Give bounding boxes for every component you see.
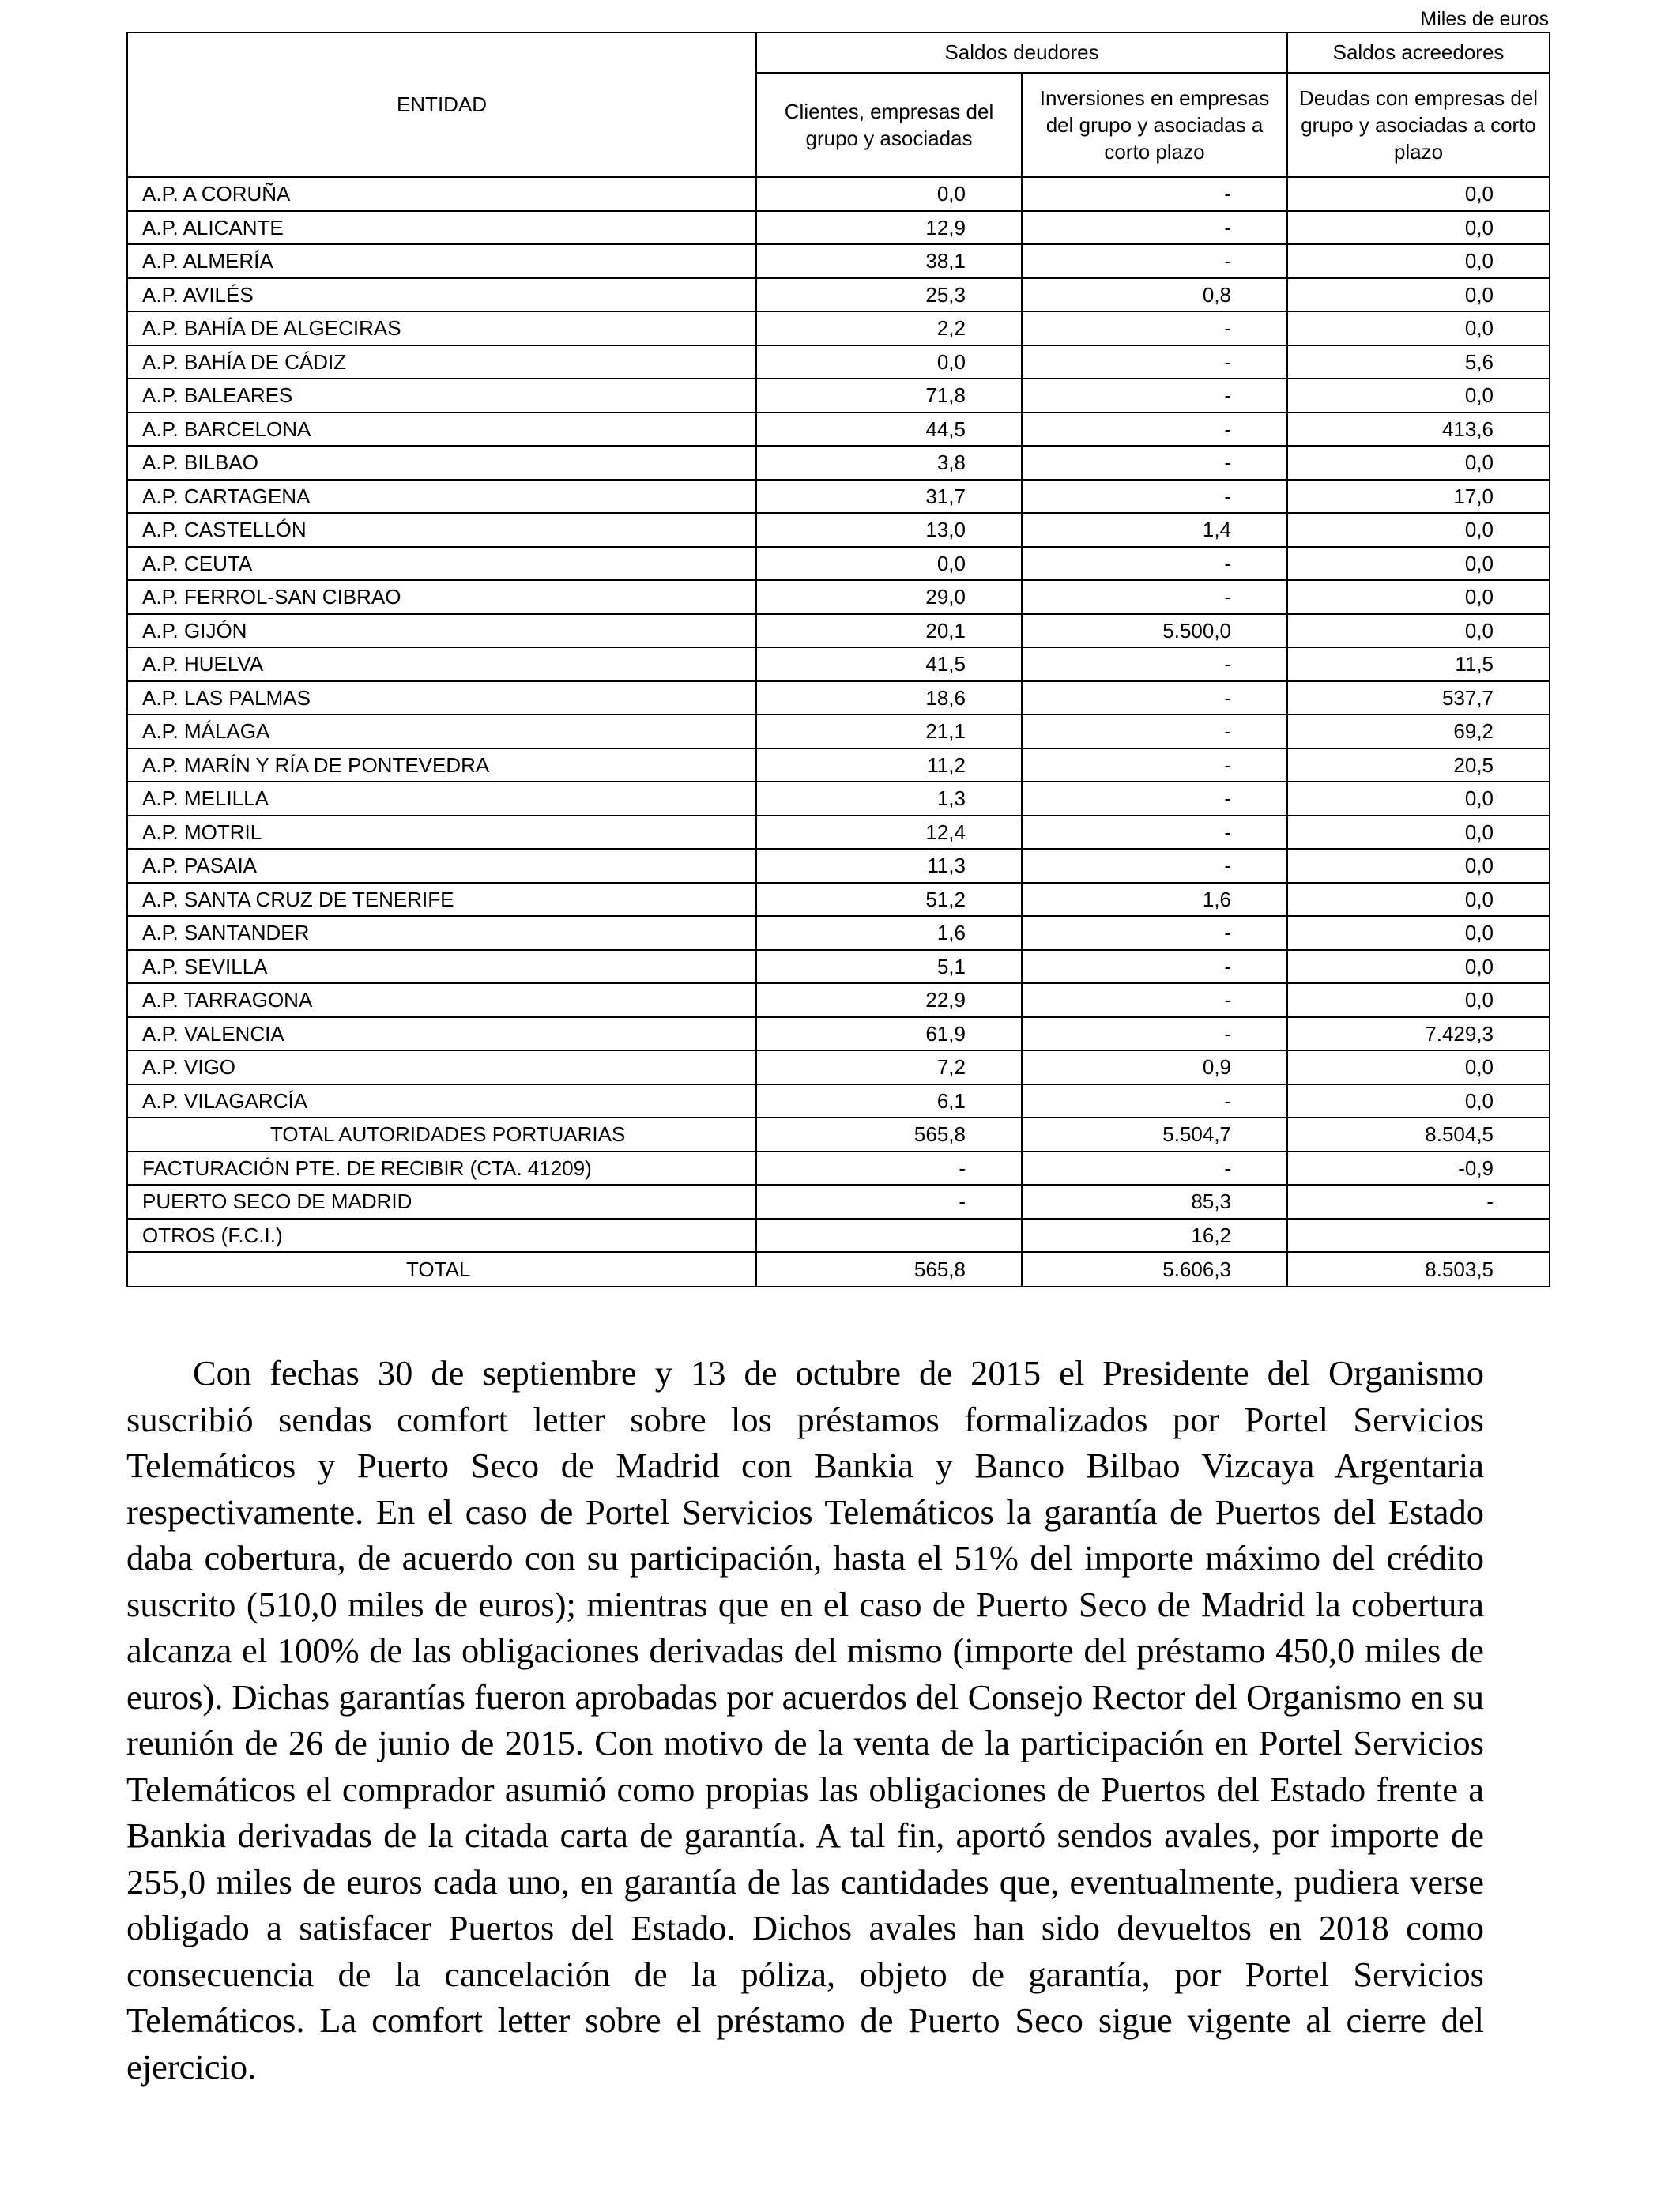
row-clientes-cell: 2,2 (756, 311, 1022, 345)
row-entity-cell: A.P. MELILLA (127, 782, 756, 816)
row-deudas-cell: 0,0 (1287, 883, 1550, 917)
row-deudas-cell: 0,0 (1287, 311, 1550, 345)
row-clientes-cell: 11,3 (756, 849, 1022, 883)
table-row (127, 1017, 1550, 1051)
row-deudas-cell: 69,2 (1287, 714, 1550, 748)
row-inversiones-cell: - (1022, 480, 1287, 514)
row-inversiones-cell: - (1022, 681, 1287, 715)
row-inversiones-cell: 85,3 (1022, 1185, 1287, 1219)
row-entity-cell: A.P. BAHÍA DE ALGECIRAS (127, 311, 756, 345)
row-clientes-cell: 13,0 (756, 513, 1022, 547)
row-deudas-cell: - (1287, 1185, 1550, 1219)
row-inversiones-cell: - (1022, 748, 1287, 782)
row-inversiones-cell: - (1022, 647, 1287, 681)
row-deudas-cell: 413,6 (1287, 413, 1550, 447)
row-entity-cell: A.P. ALICANTE (127, 211, 756, 245)
row-clientes-cell: 22,9 (756, 983, 1022, 1017)
row-clientes-cell: 41,5 (756, 647, 1022, 681)
header-entidad: ENTIDAD (127, 32, 756, 177)
row-entity-cell: A.P. MOTRIL (127, 816, 756, 850)
row-clientes-cell: 3,8 (756, 446, 1022, 480)
balances-table (126, 32, 1550, 1287)
table-row (127, 1152, 1550, 1186)
row-inversiones-cell: 16,2 (1022, 1219, 1287, 1253)
table-row (127, 244, 1550, 278)
row-clientes-cell: 5,1 (756, 950, 1022, 984)
table-row (127, 1118, 1550, 1152)
row-entity-cell: A.P. VILAGARCÍA (127, 1084, 756, 1118)
row-inversiones-cell: - (1022, 714, 1287, 748)
row-entity-cell: A.P. CEUTA (127, 547, 756, 581)
row-inversiones-cell: - (1022, 177, 1287, 211)
row-clientes-cell: 0,0 (756, 345, 1022, 379)
row-deudas-cell: 8.504,5 (1287, 1118, 1550, 1152)
table-row (127, 883, 1550, 917)
row-clientes-cell: 29,0 (756, 580, 1022, 614)
table-row (127, 1185, 1550, 1219)
row-deudas-cell: 0,0 (1287, 580, 1550, 614)
table-row (127, 177, 1550, 211)
table-row (127, 748, 1550, 782)
row-entity-cell: A.P. SEVILLA (127, 950, 756, 984)
row-entity-cell: A.P. LAS PALMAS (127, 681, 756, 715)
row-clientes-cell: 71,8 (756, 379, 1022, 413)
row-entity-cell: A.P. GIJÓN (127, 614, 756, 648)
row-inversiones-cell: 5.500,0 (1022, 614, 1287, 648)
paragraph-text: Con fechas 30 de septiembre y 13 de octubre de 2015 el Presidente del Organismo suscribió sendas comfort letter sobre los préstamos formalizados por Portel Servicios Telemáticos y Puerto Seco de Madrid con Bankia y Banco Bilbao Vizcaya Argentaria respectivamente. En el caso de Portel Servicios Telemáticos la garantía de Puertos del Estado daba cobertura, de acuerdo con su participación, hasta el 51% del importe máximo del crédito suscrito (510,0 miles de euros); mientras que en el caso de Puerto Seco de Madrid la cobertura alcanza el 100% de las obligaciones derivadas del mismo (importe del préstamo 450,0 miles de euros). Dichas garantías fueron aprobadas por acuerdos del Consejo Rector del Organismo en su reunión de 26 de junio de 2015. Con motivo de la venta de la participación en Portel Servicios Telemáticos el comprador asumió como propias las obligaciones de Puertos del Estado frente a Bankia derivadas de la citada carta de garantía. A tal fin, aportó sendos avales, por importe de 255,0 miles de euros cada uno, en garantía de las cantidades que, eventualmente, pudiera verse obligado a satisfacer Puertos del Estado. Dichos avales han sido devueltos en 2018 como consecuencia de la cancelación de la póliza, objeto de garantía, por Portel Servicios Telemáticos. La comfort letter sobre el préstamo de Puerto Seco sigue vigente al cierre del ejercicio. (126, 1353, 1484, 2087)
row-clientes-cell: 6,1 (756, 1084, 1022, 1118)
table-row (127, 647, 1550, 681)
table-row (127, 849, 1550, 883)
row-entity-cell: OTROS (F.C.I.) (127, 1219, 756, 1253)
row-entity-cell: TOTAL AUTORIDADES PORTUARIAS (127, 1118, 756, 1152)
row-deudas-cell: 0,0 (1287, 547, 1550, 581)
row-entity-cell: A.P. TARRAGONA (127, 983, 756, 1017)
row-inversiones-cell: - (1022, 849, 1287, 883)
row-entity-cell: A.P. CARTAGENA (127, 480, 756, 514)
row-entity-cell: A.P. BALEARES (127, 379, 756, 413)
row-entity-cell: A.P. BARCELONA (127, 413, 756, 447)
row-inversiones-cell: - (1022, 211, 1287, 245)
row-entity-cell: TOTAL (127, 1252, 756, 1287)
table-row (127, 345, 1550, 379)
row-deudas-cell: 0,0 (1287, 379, 1550, 413)
row-entity-cell: PUERTO SECO DE MADRID (127, 1185, 756, 1219)
table-row (127, 1084, 1550, 1118)
table-body (127, 177, 1550, 1287)
row-entity-cell: A.P. AVILÉS (127, 278, 756, 312)
header-inversiones: Inversiones en empresas del grupo y asociadas a corto plazo (1022, 73, 1287, 177)
row-clientes-cell: 21,1 (756, 714, 1022, 748)
row-deudas-cell: 0,0 (1287, 916, 1550, 950)
row-inversiones-cell: - (1022, 413, 1287, 447)
table-row (127, 916, 1550, 950)
row-deudas-cell: 537,7 (1287, 681, 1550, 715)
row-deudas-cell: 0,0 (1287, 1050, 1550, 1084)
row-inversiones-cell: - (1022, 547, 1287, 581)
row-entity-cell: A.P. CASTELLÓN (127, 513, 756, 547)
row-clientes-cell: 12,4 (756, 816, 1022, 850)
table-row (127, 983, 1550, 1017)
row-inversiones-cell: - (1022, 916, 1287, 950)
row-clientes-cell: 44,5 (756, 413, 1022, 447)
row-inversiones-cell: - (1022, 446, 1287, 480)
row-inversiones-cell: - (1022, 816, 1287, 850)
row-deudas-cell: 0,0 (1287, 211, 1550, 245)
table-row (127, 714, 1550, 748)
row-deudas-cell: 8.503,5 (1287, 1252, 1550, 1287)
row-inversiones-cell: 1,4 (1022, 513, 1287, 547)
row-entity-cell: A.P. VALENCIA (127, 1017, 756, 1051)
row-clientes-cell: 11,2 (756, 748, 1022, 782)
row-inversiones-cell: - (1022, 950, 1287, 984)
row-clientes-cell: 565,8 (756, 1252, 1022, 1287)
table-row (127, 614, 1550, 648)
row-clientes-cell: - (756, 1152, 1022, 1186)
header-saldos-acreedores: Saldos acreedores (1287, 32, 1550, 73)
row-deudas-cell: 0,0 (1287, 816, 1550, 850)
row-clientes-cell: 51,2 (756, 883, 1022, 917)
row-deudas-cell: 0,0 (1287, 278, 1550, 312)
row-inversiones-cell: - (1022, 379, 1287, 413)
row-entity-cell: A.P. ALMERÍA (127, 244, 756, 278)
row-clientes-cell: 0,0 (756, 177, 1022, 211)
row-entity-cell: A.P. SANTANDER (127, 916, 756, 950)
row-inversiones-cell: - (1022, 1084, 1287, 1118)
row-clientes-cell: 1,3 (756, 782, 1022, 816)
row-deudas-cell: 5,6 (1287, 345, 1550, 379)
row-clientes-cell: 20,1 (756, 614, 1022, 648)
row-deudas-cell: 0,0 (1287, 513, 1550, 547)
row-entity-cell: A.P. MÁLAGA (127, 714, 756, 748)
body-paragraph (126, 1350, 1484, 2090)
units-label: Miles de euros (1420, 8, 1549, 30)
header-deudas: Deudas con empresas del grupo y asociadas a corto plazo (1287, 73, 1550, 177)
table-header-row-groups (127, 32, 1550, 73)
row-inversiones-cell: 5.606,3 (1022, 1252, 1287, 1287)
row-clientes-cell: 565,8 (756, 1118, 1022, 1152)
row-clientes-cell: 1,6 (756, 916, 1022, 950)
row-entity-cell: A.P. BAHÍA DE CÁDIZ (127, 345, 756, 379)
row-deudas-cell: 0,0 (1287, 782, 1550, 816)
row-inversiones-cell: - (1022, 1152, 1287, 1186)
row-clientes-cell (756, 1219, 1022, 1253)
table-row (127, 311, 1550, 345)
row-deudas-cell: 0,0 (1287, 849, 1550, 883)
row-inversiones-cell: - (1022, 580, 1287, 614)
table-row (127, 547, 1550, 581)
row-entity-cell: A.P. VIGO (127, 1050, 756, 1084)
table-row (127, 580, 1550, 614)
row-entity-cell: A.P. A CORUÑA (127, 177, 756, 211)
row-clientes-cell: 61,9 (756, 1017, 1022, 1051)
row-deudas-cell: 0,0 (1287, 244, 1550, 278)
table-row (127, 379, 1550, 413)
table-row (127, 1252, 1550, 1287)
row-entity-cell: A.P. MARÍN Y RÍA DE PONTEVEDRA (127, 748, 756, 782)
row-inversiones-cell: - (1022, 782, 1287, 816)
row-inversiones-cell: - (1022, 1017, 1287, 1051)
row-inversiones-cell: 0,8 (1022, 278, 1287, 312)
table-row (127, 1050, 1550, 1084)
row-clientes-cell: 7,2 (756, 1050, 1022, 1084)
row-entity-cell: A.P. BILBAO (127, 446, 756, 480)
table-row (127, 782, 1550, 816)
table-row (127, 413, 1550, 447)
table-row (127, 278, 1550, 312)
row-deudas-cell: 0,0 (1287, 983, 1550, 1017)
row-inversiones-cell: - (1022, 345, 1287, 379)
row-inversiones-cell: 5.504,7 (1022, 1118, 1287, 1152)
row-inversiones-cell: - (1022, 311, 1287, 345)
table-row (127, 681, 1550, 715)
row-entity-cell: FACTURACIÓN PTE. DE RECIBIR (CTA. 41209) (127, 1152, 756, 1186)
row-clientes-cell: 12,9 (756, 211, 1022, 245)
table-row (127, 513, 1550, 547)
row-inversiones-cell: - (1022, 983, 1287, 1017)
table-row (127, 211, 1550, 245)
row-deudas-cell: 0,0 (1287, 950, 1550, 984)
row-entity-cell: A.P. PASAIA (127, 849, 756, 883)
row-clientes-cell: - (756, 1185, 1022, 1219)
row-inversiones-cell: - (1022, 244, 1287, 278)
row-deudas-cell (1287, 1219, 1550, 1253)
row-deudas-cell: 0,0 (1287, 614, 1550, 648)
row-clientes-cell: 25,3 (756, 278, 1022, 312)
row-clientes-cell: 0,0 (756, 547, 1022, 581)
row-entity-cell: A.P. SANTA CRUZ DE TENERIFE (127, 883, 756, 917)
table-row (127, 950, 1550, 984)
table-row (127, 1219, 1550, 1253)
row-entity-cell: A.P. HUELVA (127, 647, 756, 681)
row-deudas-cell: 7.429,3 (1287, 1017, 1550, 1051)
row-entity-cell: A.P. FERROL-SAN CIBRAO (127, 580, 756, 614)
row-deudas-cell: 11,5 (1287, 647, 1550, 681)
row-deudas-cell: 20,5 (1287, 748, 1550, 782)
row-deudas-cell: -0,9 (1287, 1152, 1550, 1186)
row-deudas-cell: 0,0 (1287, 446, 1550, 480)
row-deudas-cell: 17,0 (1287, 480, 1550, 514)
row-inversiones-cell: 0,9 (1022, 1050, 1287, 1084)
table-row (127, 480, 1550, 514)
row-clientes-cell: 18,6 (756, 681, 1022, 715)
header-saldos-deudores: Saldos deudores (756, 32, 1287, 73)
table-row (127, 446, 1550, 480)
header-clientes: Clientes, empresas del grupo y asociadas (756, 73, 1022, 177)
row-clientes-cell: 38,1 (756, 244, 1022, 278)
row-clientes-cell: 31,7 (756, 480, 1022, 514)
row-deudas-cell: 0,0 (1287, 1084, 1550, 1118)
table-row (127, 816, 1550, 850)
row-deudas-cell: 0,0 (1287, 177, 1550, 211)
row-inversiones-cell: 1,6 (1022, 883, 1287, 917)
